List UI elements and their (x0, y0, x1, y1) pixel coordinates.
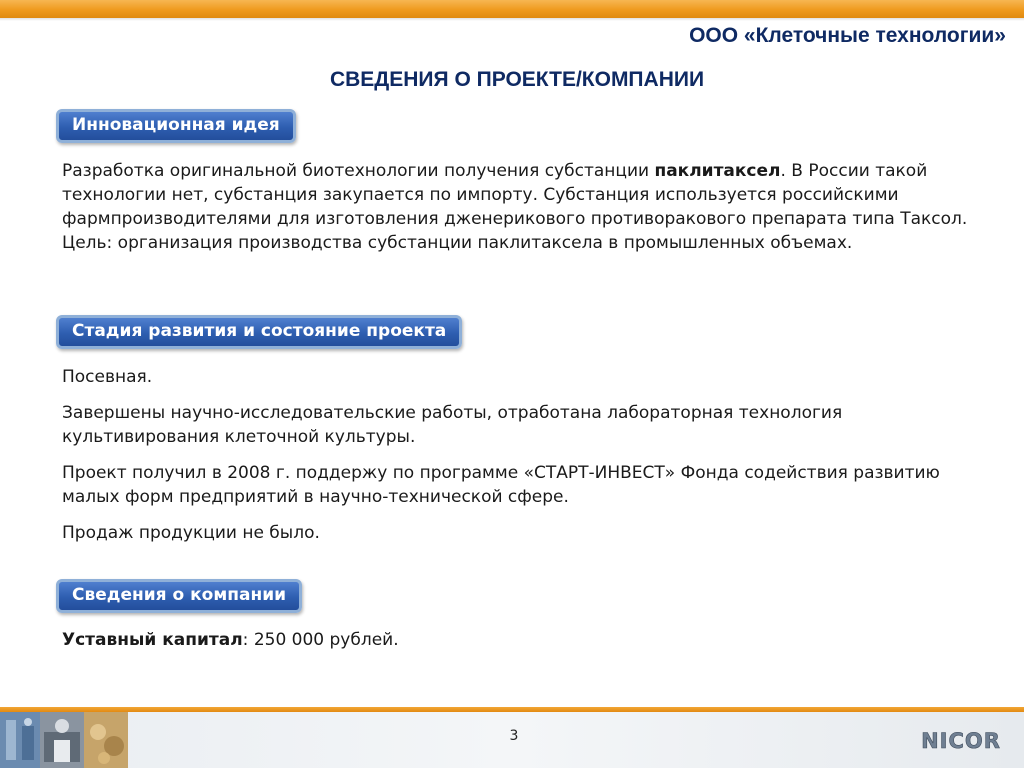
stage-text (62, 365, 992, 545)
nicor-logo (920, 729, 1002, 751)
section-badge-innovation-idea (56, 109, 296, 143)
idea-text (62, 159, 992, 255)
section-badge-label: Стадия развития и состояние проекта (72, 321, 447, 341)
idea-text-part1: Разработка оригинальной биотехнологии получения субстанции (62, 161, 655, 181)
section-badge-company-info (56, 579, 302, 613)
idea-text-part2: . В России такой технологии нет, субстанция закупается по импорту. Cубстанция используется российскими фармпроизводителями для изготовления дженерикового противоракового препарата типа Таксол. (62, 161, 968, 229)
nicor-logo-text: NICOR (921, 729, 1001, 751)
idea-substance-name: паклитаксел (654, 161, 781, 181)
footer-bar (0, 712, 1024, 768)
section-badge-label: Инновационная идея (72, 115, 280, 135)
nicor-logo-image (920, 729, 1002, 751)
slide-title: СВЕДЕНИЯ О ПРОЕКТЕ/КОМПАНИИ (329, 68, 705, 91)
company-name: ООО «Клеточные технологии» (689, 24, 1006, 47)
idea-goal: Цель: организация производства субстанции паклитаксела в промышленных объемах. (62, 233, 853, 253)
company-text (62, 628, 992, 652)
section-badge-project-stage (56, 315, 462, 349)
capital-value: 250 000 рублей. (253, 630, 399, 650)
idea-paragraph (62, 159, 992, 231)
capital-line (62, 628, 992, 652)
page-number: 3 (509, 728, 519, 744)
section-badge-label: Сведения о компании (72, 585, 287, 605)
stage-paragraph-1: Посевная. (62, 367, 153, 387)
capital-separator: : (242, 630, 254, 650)
stage-paragraph-3: Проект получил в 2008 г. поддержу по программе «СТАРТ-ИНВЕСТ» Фонда содействия развитию малых форм предприятий в научно-технической сфере. (62, 463, 940, 507)
stage-paragraph-2: Завершены научно-исследовательские работы, отработана лабораторная технология культивирования клеточной культуры. (62, 403, 843, 447)
stage-paragraph-4: Продаж продукции не было. (62, 523, 320, 543)
capital-label: Уставный капитал (62, 630, 243, 650)
top-accent-bar (0, 0, 1024, 18)
